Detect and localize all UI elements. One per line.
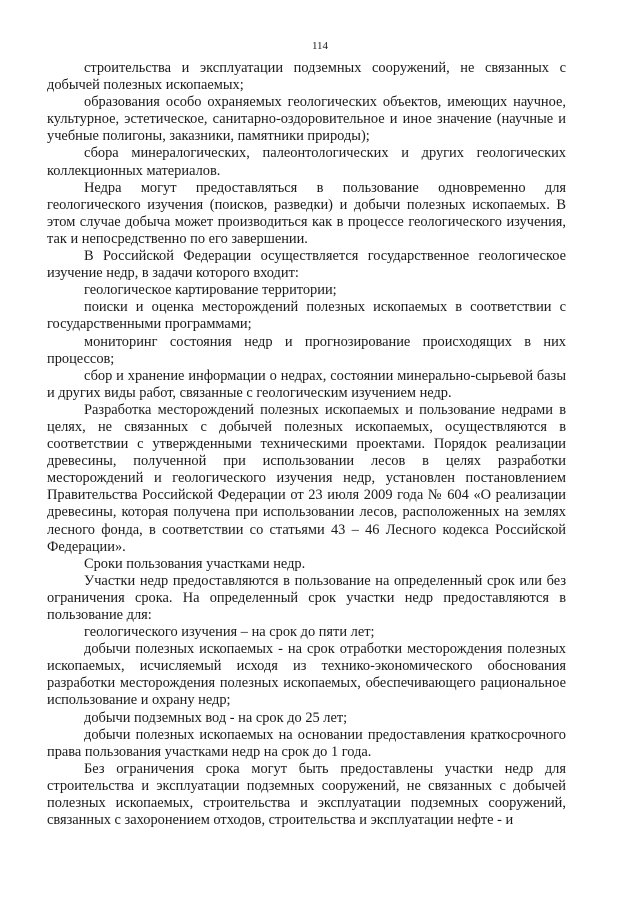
paragraph: добычи полезных ископаемых на основании предоставления краткосрочного права пользования участками недр на срок до 1 года. — [47, 726, 566, 760]
paragraph: строительства и эксплуатации подземных сооружений, не связанных с добычей полезных ископаемых; — [47, 60, 566, 94]
page-body — [47, 60, 566, 829]
paragraph: сбора минералогических, палеонтологических и других геологических коллекционных материалов. — [47, 145, 566, 179]
paragraph: Участки недр предоставляются в пользование на определенный срок или без ограничения срока. На определенный срок участки недр предоставляются в пользование для: — [47, 572, 566, 623]
paragraph: Сроки пользования участками недр. — [84, 555, 306, 572]
paragraph: образования особо охраняемых геологических объектов, имеющих научное, культурное, эстетическое, санитарно-оздоровительное и иное значение (научные и учебные полигоны, заказники, памятники природы); — [47, 94, 566, 145]
paragraph: добычи полезных ископаемых - на срок отработки месторождения полезных ископаемых, исчисляемый исходя из технико-экономического обоснования разработки месторождения полезных ископаемых, обеспечивающего рациональное использование и охрану недр; — [47, 641, 566, 709]
paragraph: геологическое картирование территории; — [84, 282, 337, 299]
paragraph: геологического изучения – на срок до пяти лет; — [84, 624, 375, 641]
paragraph: Разработка месторождений полезных ископаемых и пользование недрами в целях, не связанных с добычей полезных ископаемых, осуществляются в соответствии с утвержденными техническими проектами. Порядок реализации древесины, полученной при использовании лесов в целях разработки месторождений и геологического изучения недр, установлен постановлением Правительства Российской Федерации от 23 июля 2009 года № 604 «О реализации древесины, которая получена при использовании лесов, расположенных на землях лесного фонда, в соответствии со статьями 43 – 46 Лесного кодекса Российской Федерации». — [47, 401, 566, 555]
paragraph: Недра могут предоставляться в пользование одновременно для геологического изучения (поисков, разведки) и добычи полезных ископаемых. В этом случае добыча может производиться как в процессе геологического изучения, так и непосредственно по его завершении. — [47, 179, 566, 247]
paragraph: В Российской Федерации осуществляется государственное геологическое изучение недр, в задачи которого входит: — [47, 248, 566, 282]
paragraph: поиски и оценка месторождений полезных ископаемых в соответствии с государственными программами; — [47, 299, 566, 333]
paragraph: мониторинг состояния недр и прогнозирование происходящих в них процессов; — [47, 333, 566, 367]
paragraph: сбор и хранение информации о недрах, состоянии минерально-сырьевой базы и других виды работ, связанные с геологическим изучением недр. — [47, 367, 566, 401]
page-number: 114 — [311, 40, 329, 52]
paragraph: добычи подземных вод - на срок до 25 лет; — [84, 709, 348, 726]
paragraph: Без ограничения срока могут быть предоставлены участки недр для строительства и эксплуатации подземных сооружений, не связанных с добычей полезных ископаемых, строительства и эксплуатации подземных сооружений, связанных с захоронением отходов, строительства и эксплуатации нефте - и — [47, 760, 566, 829]
